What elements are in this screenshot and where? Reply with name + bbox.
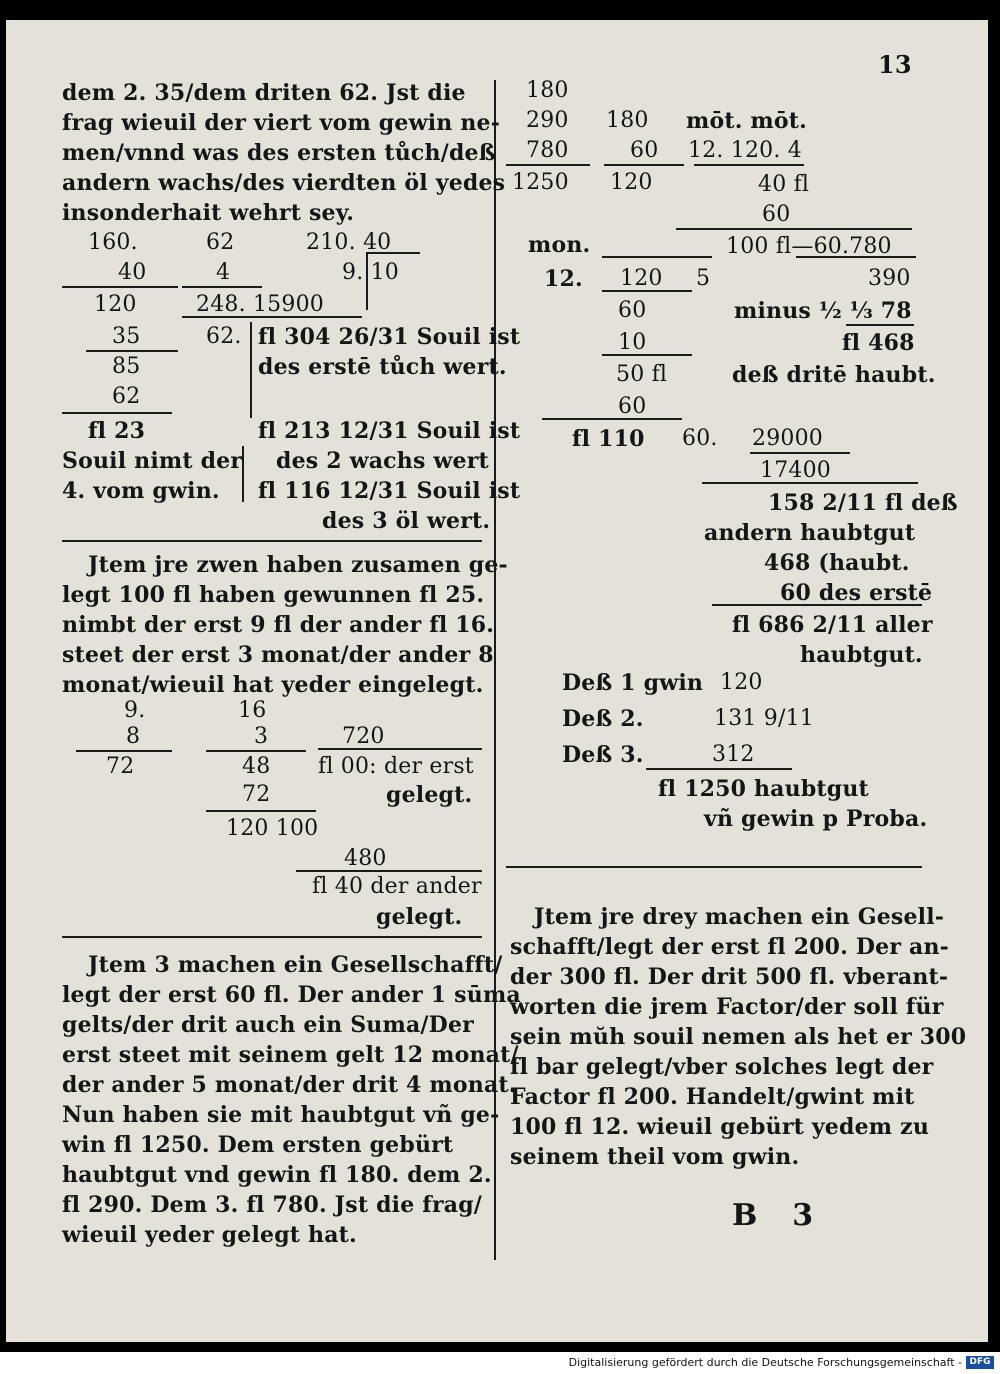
calc-value: 62 (206, 230, 235, 255)
calc-rule (242, 446, 244, 502)
calc-value: 60. (682, 426, 718, 451)
calc-value: fl 468 (842, 330, 915, 356)
calc-value: 468 (haubt. (764, 550, 910, 576)
calc-value: 120 (620, 266, 663, 291)
calc-value: 480 (344, 846, 387, 871)
gwin-label: Deß 2. (562, 706, 644, 732)
calc-value: 100 fl—60.780 (726, 234, 892, 259)
calc-header: mōt. mōt. (686, 108, 808, 134)
calc-value: 72 (106, 754, 135, 779)
text-line: wieuil yeder gelegt hat. (62, 1222, 357, 1248)
text-line: Jtem jre drey machen ein Gesell- (534, 904, 945, 930)
calc-rule (182, 316, 362, 318)
proba-line: fl 1250 haubtgut (658, 776, 869, 802)
text-line: der ander 5 monat/der drit 4 monat. (62, 1072, 517, 1098)
calc-rule (62, 286, 178, 288)
calc-value: 12. (544, 266, 583, 292)
result-line: Souil nimt der (62, 448, 243, 474)
gwin-value: 312 (712, 742, 755, 767)
calc-label: mon. (528, 232, 591, 258)
calc-value: 48 (242, 754, 271, 779)
calc-rule (694, 164, 804, 166)
text-line: frag wieuil der viert vom gewin ne- (62, 110, 501, 136)
calc-rule (182, 286, 262, 288)
calc-value: minus ½ ⅓ 78 (734, 298, 912, 324)
text-line: Nun haben sie mit haubtgut vñ ge- (62, 1102, 500, 1128)
result-line: des 2 wachs wert (276, 448, 489, 474)
footer-text: Digitalisierung gefördert durch die Deutsche Forschungsgemeinschaft - (568, 1356, 962, 1369)
calc-rule (602, 354, 692, 356)
calc-value: 120 (610, 170, 653, 195)
calc-value: 4 (216, 260, 231, 285)
text-line: erst steet mit seinem gelt 12 monat/ (62, 1042, 519, 1068)
calc-value: 72 (242, 782, 271, 807)
calc-value: 12. 120. 4 (688, 138, 802, 163)
text-line: dem 2. 35/dem driten 62. Jst die (62, 80, 466, 106)
calc-value: 60 (762, 202, 791, 227)
calc-value: 1250 (512, 170, 569, 195)
calc-rule (646, 768, 792, 770)
result-line: fl 213 12/31 Souil ist (258, 418, 521, 444)
gwin-value: 131 9/11 (714, 706, 814, 731)
calc-rule (676, 228, 912, 230)
section-rule (506, 866, 922, 868)
calc-value: 780 (526, 138, 569, 163)
calc-value: 160. (88, 230, 138, 255)
calc-value: 9. 10 (342, 260, 399, 285)
text-line: legt der erst 60 fl. Der ander 1 sūma (62, 982, 521, 1008)
section-rule (62, 936, 482, 938)
result-line: fl 304 26/31 Souil ist (258, 324, 521, 350)
calc-value: 17400 (760, 458, 831, 483)
result-line: des 3 öl wert. (322, 508, 491, 534)
gwin-label: Deß 3. (562, 742, 644, 768)
calc-rule (796, 256, 916, 258)
calc-value: gelegt. (386, 782, 473, 808)
calc-value: 10 (618, 330, 647, 355)
calc-value: 180 (606, 108, 649, 133)
text-line: fl bar gelegt/vber solches legt der (510, 1054, 934, 1080)
calc-value: 85 (112, 354, 141, 379)
text-line: legt 100 fl haben gewunnen fl 25. (62, 582, 485, 608)
calc-value: 5 (696, 266, 711, 291)
text-line: seinem theil vom gwin. (510, 1144, 800, 1170)
calc-rule (206, 810, 316, 812)
calc-value: fl 110 (572, 426, 645, 452)
calc-value: 60 (630, 138, 659, 163)
calc-rule (602, 290, 692, 292)
calc-rule (846, 324, 914, 326)
text-line: andern wachs/des vierdten öl yedes (62, 170, 506, 196)
result-line: fl 116 12/31 Souil ist (258, 478, 521, 504)
gwin-value: 120 (720, 670, 763, 695)
calc-value: 120 100 (226, 816, 319, 841)
calc-rule (702, 482, 918, 484)
text-line: Factor fl 200. Handelt/gwint mit (510, 1084, 915, 1110)
calc-rule (318, 748, 482, 750)
calc-value: 62. (206, 324, 242, 349)
dfg-logo-icon: DFG (966, 1356, 994, 1369)
calc-value: 60 (618, 298, 647, 323)
calc-label: haubtgut. (800, 642, 923, 668)
footer-bar (0, 1352, 1000, 1374)
calc-rule (542, 418, 682, 420)
text-line: Jtem jre zwen haben zusamen ge- (88, 552, 508, 578)
proba-line: vñ gewin p Proba. (704, 806, 928, 832)
calc-value: 9. (124, 698, 146, 723)
calc-rule (368, 252, 420, 254)
calc-value: 120 (94, 292, 137, 317)
text-line: haubtgut vnd gewin fl 180. dem 2. (62, 1162, 492, 1188)
text-line: Jtem 3 machen ein Gesellschafft/ (88, 952, 503, 978)
text-line: gelts/der drit auch ein Suma/Der (62, 1012, 474, 1038)
calc-value: 29000 (752, 426, 823, 451)
text-line: sein mŭh souil nemen als het er 300 (510, 1024, 967, 1050)
calc-value: 50 fl (616, 362, 668, 387)
calc-label: andern haubtgut (704, 520, 916, 546)
calc-value: fl 686 2/11 aller (732, 612, 933, 638)
calc-value: 248. 15900 (196, 292, 324, 317)
calc-value: 60 (618, 394, 647, 419)
text-line: schafft/legt der erst fl 200. Der an- (510, 934, 949, 960)
calc-value: 3 (254, 724, 269, 749)
calc-value: 40 fl (758, 172, 810, 197)
calc-rule (604, 164, 684, 166)
calc-value: 180 (526, 78, 569, 103)
text-line: steet der erst 3 monat/der ander 8 (62, 642, 494, 668)
calc-value: 720 (342, 724, 385, 749)
calc-rule (250, 322, 252, 418)
calc-value: 390 (868, 266, 911, 291)
signature-mark: B 3 (732, 1198, 814, 1233)
calc-value: 40 (118, 260, 147, 285)
calc-rule (750, 452, 850, 454)
gwin-label: Deß 1 gwin (562, 670, 704, 696)
calc-rule (366, 252, 368, 310)
calc-value: 35 (112, 324, 141, 349)
text-line: win fl 1250. Dem ersten gebürt (62, 1132, 454, 1158)
calc-value: fl 23 (88, 418, 146, 444)
text-line: nimbt der erst 9 fl der ander fl 16. (62, 612, 495, 638)
calc-value: 16 (238, 698, 267, 723)
calc-value: 62 (112, 384, 141, 409)
calc-rule (62, 412, 172, 414)
calc-value: 60 des erstē (780, 580, 933, 606)
text-line: fl 290. Dem 3. fl 780. Jst die frag/ (62, 1192, 483, 1218)
result-line: des erstē tůch wert. (258, 354, 507, 380)
calc-value: 210. 40 (306, 230, 392, 255)
text-line: monat/wieuil hat yeder eingelegt. (62, 672, 484, 698)
text-line: der 300 fl. Der drit 500 fl. vberant- (510, 964, 949, 990)
calc-value: 158 2/11 fl deß (768, 490, 958, 516)
calc-value: gelegt. (376, 904, 463, 930)
calc-value: 290 (526, 108, 569, 133)
text-line: insonderhait wehrt sey. (62, 200, 355, 226)
calc-rule (712, 604, 922, 606)
calc-rule (506, 164, 590, 166)
calc-value: 8 (126, 724, 141, 749)
calc-rule (602, 256, 712, 258)
text-line: men/vnnd was des ersten tůch/deß (62, 140, 496, 166)
book-page (6, 20, 988, 1342)
text-line: 100 fl 12. wieuil gebürt yedem zu (510, 1114, 930, 1140)
section-rule (62, 540, 482, 542)
calc-value: fl 40 der ander (312, 874, 482, 899)
calc-value: fl 00: der erst (318, 754, 474, 779)
calc-label: deß dritē haubt. (732, 362, 936, 388)
text-line: worten die jrem Factor/der soll für (510, 994, 944, 1020)
page-number: 13 (878, 50, 912, 79)
result-line: 4. vom gwin. (62, 478, 220, 504)
